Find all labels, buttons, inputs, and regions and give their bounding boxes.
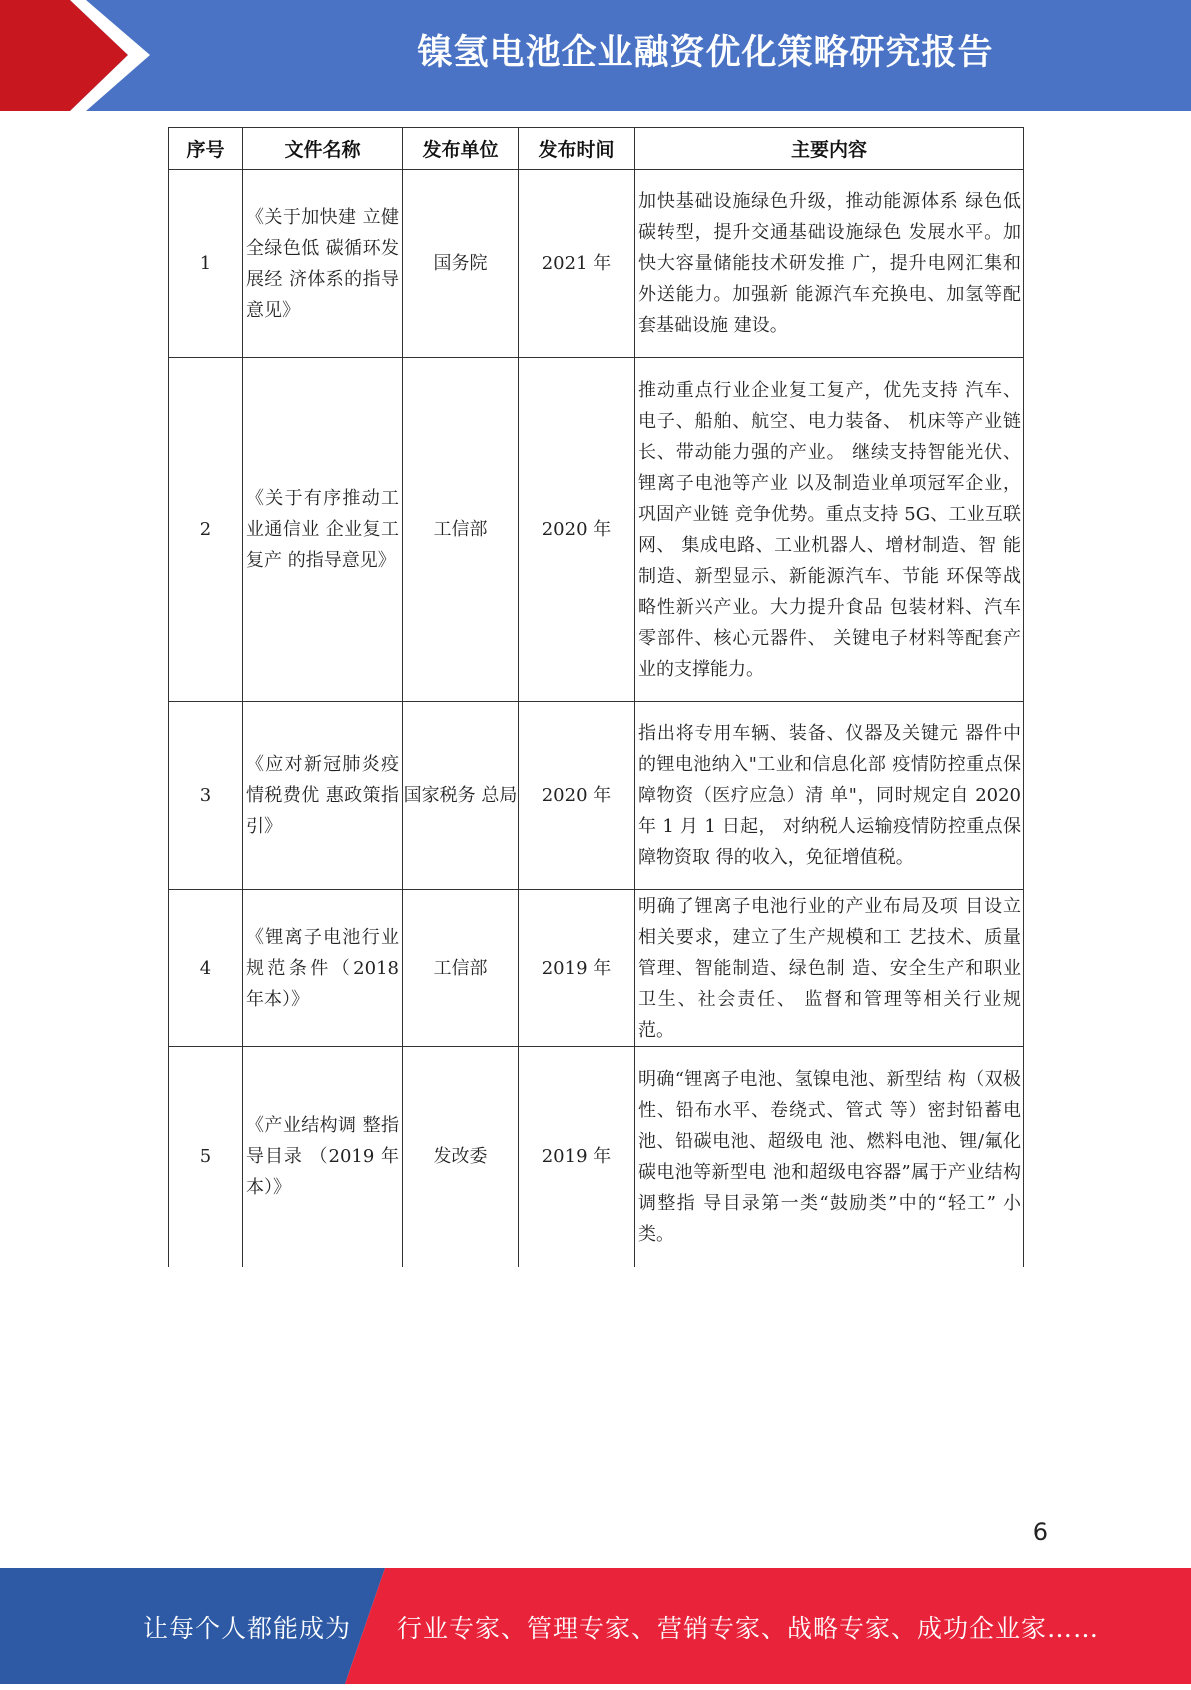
row-num: 2 [169,358,243,702]
row-content: 指出将专用车辆、装备、仪器及关键元 器件中的锂电池纳入"工业和信息化部 疫情防控重点保障物资（医疗应急）清 单"，同时规定自 2020 年 1 月 1 日起， 对纳税人运输疫情防控重点保障物资取 得的收入，免征增值税。 [635,702,1024,890]
footer-slogan-left: 让每个人都能成为 [143,1614,352,1643]
policy-table [168,127,1024,1267]
row-time: 2019 年 [519,890,635,1047]
row-time: 2021 年 [519,170,635,358]
row-num: 4 [169,890,243,1047]
row-content: 明确了锂离子电池行业的产业布局及项 目设立相关要求，建立了生产规模和工 艺技术、质量管理、智能制造、绿色制 造、安全生产和职业卫生、社会责任、 监督和管理等相关行业规范。 [635,890,1024,1047]
row-unit: 工信部 [403,358,519,702]
row-doc-name: 《产业结构调 整指导目录 （2019 年本）》 [243,1047,403,1267]
row-doc-name: 《锂离子电池行业规范条件（2018 年本）》 [243,890,403,1047]
header-num: 序号 [169,128,243,170]
table-row [169,890,1024,1047]
header-banner [0,0,1191,111]
header-name: 文件名称 [243,128,403,170]
header-red-chevron [0,0,155,111]
row-unit: 发改委 [403,1047,519,1267]
table-row [169,702,1024,890]
footer-banner [0,1568,1191,1684]
row-unit: 国家税务 总局 [403,702,519,890]
table-row [169,1047,1024,1267]
row-content: 明确“锂离子电池、氢镍电池、新型结 构（双极性、铅布水平、卷绕式、管式 等）密封铅蓄电池、铅碳电池、超级电 池、燃料电池、锂/氟化碳电池等新型电 池和超级电容器”属于产业结构调整指 导目录第一类“鼓励类”中的“轻工” 小类。 [635,1047,1024,1267]
header-time: 发布时间 [519,128,635,170]
row-time: 2019 年 [519,1047,635,1267]
header-unit: 发布单位 [403,128,519,170]
row-content: 加快基础设施绿色升级，推动能源体系 绿色低碳转型，提升交通基础设施绿色 发展水平。加快大容量储能技术研发推 广，提升电网汇集和外送能力。加强新 能源汽车充换电、加氢等配套基础设施 建设。 [635,170,1024,358]
page-number: 6 [1032,1518,1048,1546]
row-doc-name: 《关于有序推动工业通信业 企业复工复产 的指导意见》 [243,358,403,702]
row-num: 5 [169,1047,243,1267]
report-title: 镍氢电池企业融资优化策略研究报告 [417,33,994,73]
row-time: 2020 年 [519,358,635,702]
header-content: 主要内容 [635,128,1024,170]
footer-slogan-right: 行业专家、管理专家、营销专家、战略专家、成功企业家…… [397,1614,1100,1643]
row-content: 推动重点行业企业复工复产，优先支持 汽车、电子、船舶、航空、电力装备、 机床等产业链长、带动能力强的产业。 继续支持智能光伏、锂离子电池等产业 以及制造业单项冠军企业，巩固产业链 竞争优势。重点支持 5G、工业互联网、 集成电路、工业机器人、增材制造、智 能制造、新型显示、新能源汽车、节能 环保等战略性新兴产业。大力提升食品 包装材料、汽车零部件、核心元器件、 关键电子材料等配套产业的支撑能力。 [635,358,1024,702]
row-num: 1 [169,170,243,358]
row-unit: 工信部 [403,890,519,1047]
table-header-row [169,128,1024,170]
row-doc-name: 《关于加快建 立健全绿色低 碳循环发展经 济体系的指导 意见》 [243,170,403,358]
row-num: 3 [169,702,243,890]
table-row [169,358,1024,702]
row-unit: 国务院 [403,170,519,358]
row-time: 2020 年 [519,702,635,890]
row-doc-name: 《应对新冠肺炎疫情税费优 惠政策指引》 [243,702,403,890]
table-row [169,170,1024,358]
